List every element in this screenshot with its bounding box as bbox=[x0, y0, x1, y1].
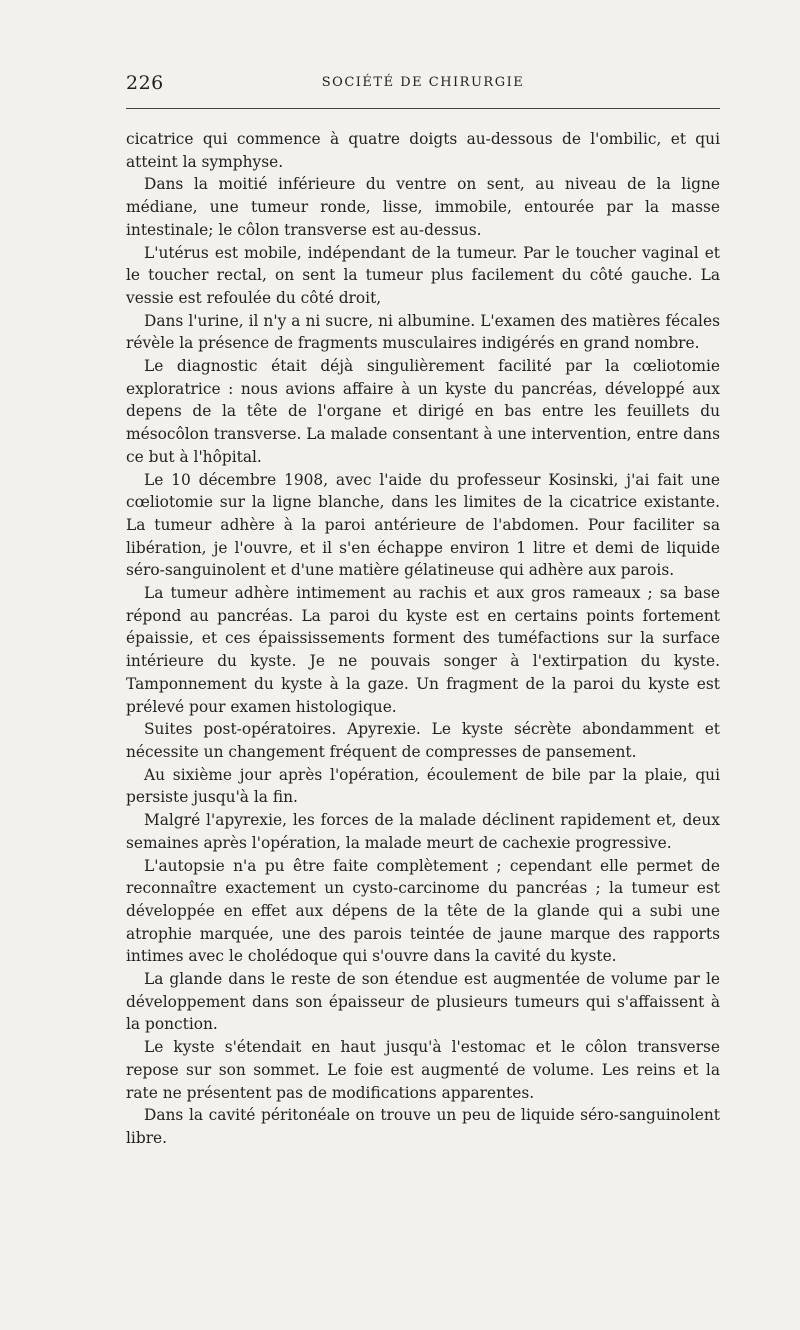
paragraph: La tumeur adhère intimement au rachis et aux gros rameaux ; sa base répond au pancréas. La paroi du kyste est en certains points fortement épaissie, et ces épaississements forment des tuméfactions sur la surface intérieure du kyste. Je ne pouvais songer à l'extirpation du kyste. Tamponnement du kyste à la gaze. Un fragment de la paroi du kyste est prélevé pour examen histologique. bbox=[126, 584, 720, 716]
paragraph: Le kyste s'étendait en haut jusqu'à l'estomac et le côlon transverse repose sur son sommet. Le foie est augmenté de volume. Les reins et la rate ne présentent pas de modifications apparentes. bbox=[126, 1038, 720, 1102]
paragraph: L'autopsie n'a pu être faite complètement ; cependant elle permet de reconnaître exactement un cysto-carcinome du pancréas ; la tumeur est développée en effet aux dépens de la tête de la glande qui a subi une atrophie marquée, une des parois teintée de jaune marque des rapports intimes avec le cholédoque qui s'ouvre dans la cavité du kyste. bbox=[126, 856, 720, 966]
paragraph: Dans l'urine, il n'y a ni sucre, ni albumine. L'examen des matières fécales révèle la présence de fragments musculaires indigérés en grand nombre. bbox=[126, 311, 720, 353]
paragraph: Au sixième jour après l'opération, écoulement de bile par la plaie, qui persiste jusqu'à la fin. bbox=[126, 765, 720, 807]
page-number: 226 bbox=[126, 72, 164, 94]
header-rule bbox=[126, 108, 720, 109]
paragraph: Dans la moitié inférieure du ventre on sent, au niveau de la ligne médiane, une tumeur ronde, lisse, immobile, entourée par la masse intestinale; le côlon transverse est au-dessus. bbox=[126, 175, 720, 239]
paragraph: Suites post-opératoires. Apyrexie. Le kyste sécrète abondamment et nécessite un changement fréquent de compresses de pansement. bbox=[126, 720, 720, 761]
paragraph: La glande dans le reste de son étendue est augmentée de volume par le développement dans son épaisseur de plusieurs tumeurs qui s'affaissent à la ponction. bbox=[126, 970, 720, 1034]
paragraph: cicatrice qui commence à quatre doigts au-dessous de l'ombilic, et qui atteint la symphyse. bbox=[126, 130, 720, 171]
paragraph: Le diagnostic était déjà singulièrement facilité par la cœliotomie exploratrice : nous avions affaire à un kyste du pancréas, développé aux depens de la tête de l'organe et dirigé en bas entre les feuillets du mésocôlon transverse. La malade consentant à une intervention, entre dans ce but à l'hôpital. bbox=[126, 357, 720, 466]
paragraph: Dans la cavité péritonéale on trouve un peu de liquide séro-sanguinolent libre. bbox=[126, 1106, 720, 1147]
running-head: SOCIÉTÉ DE CHIRURGIE bbox=[321, 75, 525, 90]
paragraph: Malgré l'apyrexie, les forces de la malade déclinent rapidement et, deux semaines après l'opération, la malade meurt de cachexie progressive. bbox=[126, 811, 720, 852]
page-header bbox=[126, 72, 720, 96]
body-text bbox=[126, 128, 720, 1150]
paragraph: Le 10 décembre 1908, avec l'aide du professeur Kosinski, j'ai fait une cœliotomie sur la ligne blanche, dans les limites de la cicatrice existante. La tumeur adhère à la paroi antérieure de l'abdomen. Pour faciliter sa libération, je l'ouvre, et il s'en échappe environ 1 litre et demi de liquide séro-sanguinolent et d'une matière gélatineuse qui adhère aux parois. bbox=[126, 470, 720, 580]
paragraph: L'utérus est mobile, indépendant de la tumeur. Par le toucher vaginal et le toucher rectal, on sent la tumeur plus facilement du côté gauche. La vessie est refoulée du côté droit, bbox=[126, 243, 720, 307]
